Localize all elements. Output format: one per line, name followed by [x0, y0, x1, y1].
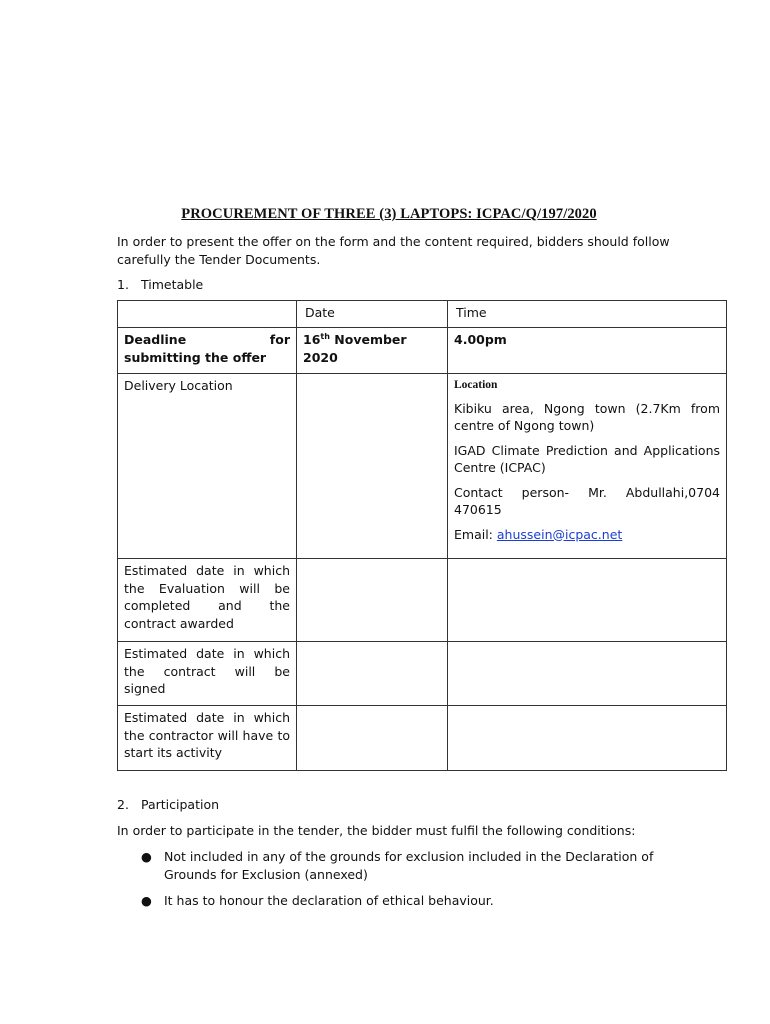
- signing-time-cell: [448, 642, 727, 706]
- header-cell-empty: [118, 301, 297, 328]
- conditions-list: [117, 848, 677, 918]
- section-heading-participation: [117, 797, 219, 812]
- evaluation-label: Estimated date in which the Evaluation will be completed and the contract awarded: [118, 559, 297, 642]
- table-row-evaluation: [118, 559, 727, 642]
- condition-text: Not included in any of the grounds for exclusion included in the Declaration of Grounds for Exclusion (annexed): [164, 849, 654, 882]
- deadline-label: Deadline for submitting the offer: [118, 328, 297, 374]
- list-item: [117, 892, 654, 910]
- table-row-signing: [118, 642, 727, 706]
- section-title: Timetable: [141, 277, 204, 292]
- table-row-delivery: [118, 374, 727, 559]
- email-link[interactable]: ahussein@icpac.net: [496, 526, 623, 542]
- signing-date-cell: [297, 642, 448, 706]
- deadline-date-rest: November 2020: [303, 332, 407, 365]
- section-number: 2.: [117, 797, 129, 812]
- evaluation-time-cell: [448, 559, 727, 642]
- start-time-cell: [448, 706, 727, 771]
- delivery-date-cell: [297, 374, 448, 559]
- timetable-table: [117, 300, 727, 771]
- intro-paragraph: In order to present the offer on the form and the content required, bidders should follow carefully the Tender Documents.: [117, 234, 670, 267]
- location-email-line: [454, 526, 720, 544]
- list-item: [117, 848, 654, 884]
- section-heading-timetable: [117, 277, 203, 292]
- deadline-date-day: 16: [303, 332, 321, 347]
- delivery-label: Delivery Location: [118, 374, 297, 559]
- deadline-date: [297, 328, 448, 374]
- table-row-start: [118, 706, 727, 771]
- table-header-row: [118, 301, 727, 328]
- header-cell-time: Time: [448, 301, 727, 328]
- location-label: Location: [454, 379, 498, 391]
- table-row-deadline: [118, 328, 727, 374]
- bullet-icon: ●: [141, 849, 152, 864]
- header-cell-date: Date: [297, 301, 448, 328]
- start-label: Estimated date in which the contractor will have to start its activity: [118, 706, 297, 771]
- evaluation-date-cell: [297, 559, 448, 642]
- document-title: PROCUREMENT OF THREE (3) LAPTOPS: ICPAC/Q/197/2020: [181, 206, 597, 222]
- condition-text: It has to honour the declaration of ethical behaviour.: [164, 893, 494, 908]
- location-address: Kibiku area, Ngong town (2.7Km from centre of Ngong town): [454, 400, 720, 433]
- section-title: Participation: [141, 797, 220, 812]
- bullet-icon: ●: [141, 893, 152, 908]
- delivery-location-cell: [448, 374, 727, 559]
- location-contact: Contact person- Mr. Abdullahi,0704 470615: [454, 484, 720, 517]
- signing-label: Estimated date in which the contract will be signed: [118, 642, 297, 706]
- deadline-time: 4.00pm: [448, 328, 727, 374]
- email-prefix: Email:: [454, 526, 497, 542]
- participation-intro: In order to participate in the tender, the bidder must fulfil the following conditions:: [117, 823, 636, 838]
- start-date-cell: [297, 706, 448, 771]
- deadline-date-suffix: th: [320, 331, 330, 341]
- location-organisation: IGAD Climate Prediction and Applications Centre (ICPAC): [454, 442, 720, 475]
- section-number: 1.: [117, 277, 129, 292]
